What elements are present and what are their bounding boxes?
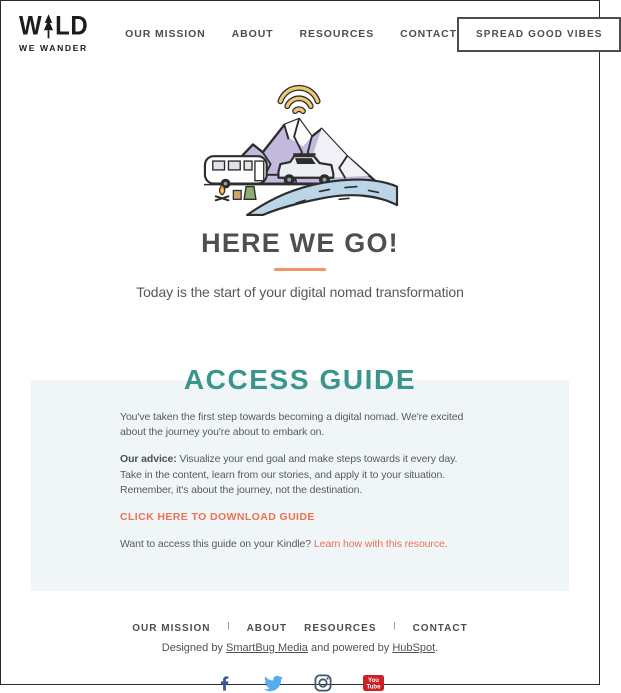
- guide-paragraph-1: You've taken the first step towards becoming a digital nomad. We're excited about the journey you're about to embark on.: [120, 411, 464, 439]
- footer-credits: [1, 642, 599, 654]
- footer-nav-about[interactable]: ABOUT: [246, 622, 288, 634]
- logo[interactable]: [19, 10, 89, 53]
- guide-paragraph-advice: [120, 452, 480, 498]
- credits-prefix: Designed by: [161, 641, 226, 654]
- pine-tree-icon: [43, 14, 54, 39]
- advice-label: Our advice:: [120, 453, 177, 466]
- nav-item-our-mission[interactable]: OUR MISSION: [125, 28, 206, 40]
- logo-text-start: W: [19, 10, 43, 41]
- footer-nav: [1, 620, 599, 634]
- hero-subtitle: Today is the start of your digital nomad transformation: [136, 284, 464, 300]
- main-nav: [125, 28, 457, 40]
- footer-nav-our-mission[interactable]: OUR MISSION: [132, 622, 211, 634]
- social-links: [1, 674, 599, 693]
- credits-suffix: .: [435, 641, 439, 654]
- nav-item-about[interactable]: ABOUT: [231, 28, 274, 40]
- logo-subtitle: WE WANDER: [19, 42, 88, 53]
- youtube-icon[interactable]: [363, 675, 384, 691]
- spread-good-vibes-button[interactable]: SPREAD GOOD VIBES: [457, 17, 621, 52]
- download-guide-link[interactable]: CLICK HERE TO DOWNLOAD GUIDE: [120, 511, 315, 524]
- hero-divider: [274, 268, 326, 271]
- advice-text: Visualize your end goal and make steps towards it every day. Take in the content, learn from our stories, and apply it to your situation. Remember, it's about the journey, not the destination.: [120, 453, 458, 496]
- wifi-signal-icon: [280, 88, 317, 111]
- youtube-text-line2: Tube: [366, 684, 381, 691]
- footer-nav-separator: |: [227, 620, 230, 630]
- kindle-text: Want to access this guide on your Kindle?: [120, 538, 314, 551]
- smartbug-media-link[interactable]: SmartBug Media: [226, 641, 308, 654]
- footer: [1, 620, 599, 693]
- kindle-line: [120, 537, 480, 552]
- header: [1, 1, 603, 61]
- nav-item-contact[interactable]: CONTACT: [400, 28, 457, 40]
- access-guide-heading: ACCESS GUIDE: [183, 364, 417, 395]
- hero-title: HERE WE GO!: [201, 228, 399, 258]
- logo-text-end: LD: [55, 10, 89, 41]
- camp-chair-icon: [233, 187, 256, 200]
- hubspot-link[interactable]: HubSpot: [392, 641, 436, 654]
- access-guide-section: [1, 364, 599, 591]
- mountain-camper-illustration: [202, 66, 398, 215]
- nav-item-resources[interactable]: RESOURCES: [299, 28, 375, 40]
- credits-middle: and powered by: [307, 641, 393, 654]
- facebook-icon[interactable]: [216, 675, 233, 692]
- twitter-icon[interactable]: [264, 674, 283, 693]
- access-guide-box: [31, 380, 569, 591]
- kindle-resource-link[interactable]: Learn how with this resource.: [313, 538, 448, 551]
- instagram-icon[interactable]: [314, 674, 332, 692]
- footer-nav-separator: |: [393, 620, 396, 630]
- footer-nav-resources[interactable]: RESOURCES: [304, 622, 377, 634]
- footer-nav-contact[interactable]: CONTACT: [412, 622, 468, 634]
- logo-wordmark: [19, 10, 89, 41]
- youtube-text-line1: You: [368, 677, 379, 684]
- hero-section: [1, 61, 599, 300]
